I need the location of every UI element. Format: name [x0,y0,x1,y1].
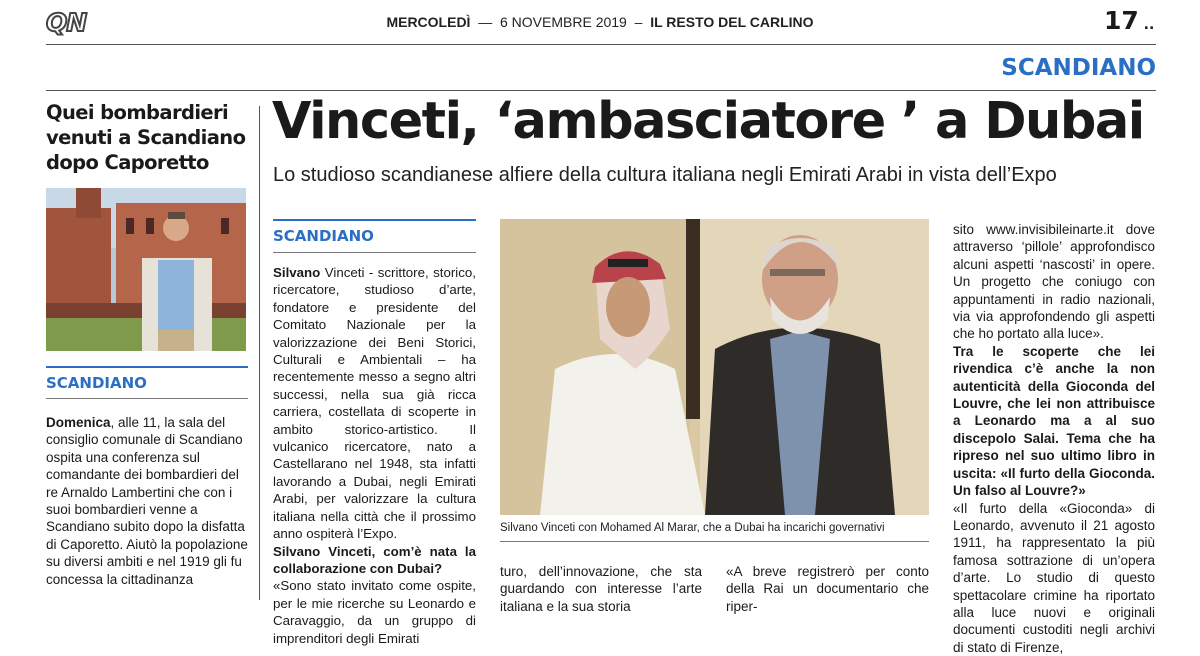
photo-caption: Silvano Vinceti con Mohamed Al Marar, che a Dubai ha incarichi governativi [500,522,940,534]
caption-rule [500,541,929,542]
section-title: SCANDIANO [980,55,1156,81]
sidebar-kicker-rule [46,366,248,368]
article-kicker-underline [273,252,476,253]
sidebar-photo [46,188,246,351]
article-subhead: Lo studioso scandianese alfiere della cultura italiana negli Emirati Arabi in vista dell’Expo [273,164,1073,187]
article-kicker: SCANDIANO [273,227,374,245]
article-column-3: «A breve registrerò per conto della Rai un documentario che riper- [726,563,929,615]
interview-question-1: Silvano Vinceti, com’è nata la collaborazione con Dubai? [273,543,476,578]
column-4-paragraph-1: sito www.invisibileinarte.it dove attraverso ‘pillole’ approfondisco alcuni aspetti ‘nascosti’ in opere. Un progetto che coniugo con appuntamenti in radio nazionali, via via approfondendo gli aspetti che ho portato alla luce». [953,221,1155,343]
page-number: 17 .. [1104,6,1154,35]
article-intro: Vinceti - scrittore, storico, ricercatore, studioso d’arte, fondatore e presidente del Comitato Nazionale per la valorizzazione dei Beni Storici, Culturali e Ambientali – ha recentemente messo a segno altri successi, nella sua già ricca carriera, costellata di scoperte in ambito storico-artistico. Il vulcanico ricercatore, nato a Castellarano nel 1948, sta infatti lavorando a Dubai, negli Emirati Arabi, per valorizzare la cultura italiana nella città che il prossimo anno ospiterà l’Expo. [273,265,476,541]
article-photo [500,219,929,515]
dateline-weekday: MERCOLEDÌ [386,14,470,30]
interview-question-2: Tra le scoperte che lei rivendica c’è anche la non autenticità della Gioconda del Louvre, che lei non attribuisce a Leonardo ma a al suo discepolo Salai. Tema che ha ripreso nel suo ultimo libro in uscita: «Il furto della Gioconda. Un falso al Louvre?» [953,343,1155,500]
column-divider [259,106,260,600]
sidebar-kicker-underline [46,398,248,399]
article-headline: Vinceti, ‘ambasciatore ’ a Dubai [272,92,1172,151]
article-lead-word: Silvano [273,265,320,280]
newspaper-logo: QN [46,8,86,37]
article-kicker-rule [273,219,476,221]
article-column-2: turo, dell’innovazione, che sta guardando con interesse l’arte italiana e la sua storia [500,563,702,615]
article-column-4 [953,221,1155,656]
sidebar-body-text: , alle 11, la sala del consiglio comunale di Scandiano ospita una conferenza sul comandante dei bombardieri del re Arnaldo Lambertini che con i suoi bombardieri venne a Scandiano subito dopo la disfatta di Caporetto. Aiutò la popolazione su diversi ambiti e nel 1919 gli fu concessa la cittadinanza [46,415,248,587]
column-4-paragraph-2: «Il furto della «Gioconda» di Leonardo, avvenuto il 21 agosto 1911, ha rappresentato la più famosa sottrazione di un’opera d’arte. Lo studio di questo spettacolare crimine ha riportato alla luce nuovi e originali documenti custoditi negli archivi di stato di Firenze, [953,500,1155,656]
interview-answer-1: «Sono stato invitato come ospite, per le mie ricerche su Leonardo e Caravaggio, da un gruppo di imprenditori degli Emirati [273,577,476,647]
dateline-newspaper: IL RESTO DEL CARLINO [650,14,813,30]
page-number-value: 17 [1104,6,1139,35]
article-column-1 [273,264,476,647]
sidebar-headline: Quei bombardieri venuti a Scandiano dopo Caporetto [46,100,246,175]
dateline-date: 6 NOVEMBRE 2019 [500,14,627,30]
sidebar-body-lead: Domenica [46,415,111,430]
sidebar-body [46,414,248,588]
dateline: MERCOLEDÌ — 6 NOVEMBRE 2019 – IL RESTO DEL CARLINO [0,14,1200,30]
section-rule [46,90,1156,91]
sidebar-kicker: SCANDIANO [46,374,147,392]
header-rule [46,44,1156,45]
